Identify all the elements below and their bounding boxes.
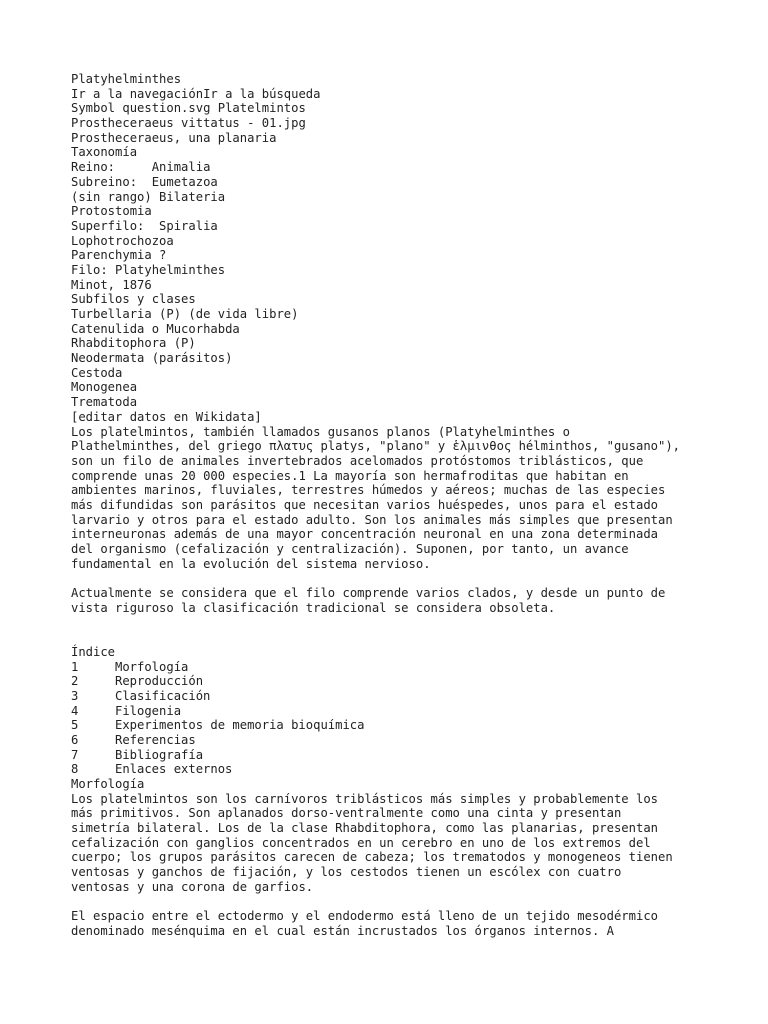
spacer xyxy=(71,615,751,644)
toc-item-number: 8 xyxy=(71,762,79,777)
paragraph-line: Plathelminthes, del griego πλατυς platys, "plano" y ἑλμινθος hélminthos, "gusano"), xyxy=(71,439,681,454)
paragraph-line: más difundidas son parásitos que necesitan varios huéspedes, unos para el estado xyxy=(71,497,658,512)
taxonomy-row: Parenchymia ? xyxy=(71,248,167,263)
subphyla-row: Catenulida o Mucorhabda xyxy=(71,321,240,336)
toc-item-number: 5 xyxy=(71,718,79,733)
header-line: Symbol question.svg Platelmintos xyxy=(71,101,306,116)
morfologia-paragraph xyxy=(71,909,751,938)
subphyla-row: Trematoda xyxy=(71,395,138,410)
paragraph-line: cuerpo; los grupos parásitos carecen de cabeza; los trematodos y monogeneos tienen xyxy=(71,850,673,865)
toc-item-label[interactable]: Enlaces externos xyxy=(115,762,233,777)
document-page xyxy=(71,72,751,939)
paragraph-line: El espacio entre el ectodermo y el endodermo está lleno de un tejido mesodérmico xyxy=(71,909,658,924)
skip-links[interactable]: Ir a la navegaciónIr a la búsqueda xyxy=(71,86,321,101)
taxonomy-row: Superfilo: Spiralia xyxy=(71,218,218,233)
taxonomy-row: Minot, 1876 xyxy=(71,277,152,292)
paragraph-line: Los platelmintos son los carnívoros triblásticos más simples y probablemente los xyxy=(71,791,658,806)
toc-item[interactable] xyxy=(71,762,751,777)
toc-item-label[interactable]: Referencias xyxy=(115,732,196,747)
toc-item-number: 4 xyxy=(71,703,79,718)
paragraph-line: del organismo (cefalización y centralización). Suponen, por tanto, un avance xyxy=(71,542,629,556)
paragraph-line: ambientes marinos, fluviales, terrestres húmedos y aéreos; muchas de las especies xyxy=(71,483,666,498)
taxonomy-row: Filo: Platyhelminthes xyxy=(71,262,226,277)
spacer xyxy=(71,571,751,586)
table-of-contents xyxy=(71,645,751,777)
subphyla-row: Rhabditophora (P) xyxy=(71,336,196,351)
paragraph-line: son un filo de animales invertebrados acelomados protóstomos triblásticos, que xyxy=(71,453,644,468)
subphyla-row: Turbellaria (P) (de vida libre) xyxy=(71,307,299,321)
toc-item-number: 2 xyxy=(71,674,79,689)
subphyla-row: Cestoda xyxy=(71,365,123,380)
section-heading: Morfología xyxy=(71,777,145,792)
paragraph-line: vista riguroso la clasificación tradicional se considera obsoleta. xyxy=(71,600,556,615)
paragraph-line: Actualmente se considera que el filo comprende varios clados, y desde un punto de xyxy=(71,586,666,601)
subphyla-row: Neodermata (parásitos) xyxy=(71,351,233,366)
paragraph-line: comprende unas 20 000 especies.1 La mayoría son hermafroditas que habitan en xyxy=(71,468,629,483)
subphyla-row: Monogenea xyxy=(71,380,138,395)
toc-item-number: 7 xyxy=(71,747,79,762)
paragraph-line: Los platelmintos, también llamados gusanos planos (Platyhelminthes o xyxy=(71,424,570,439)
toc-item[interactable] xyxy=(71,704,751,719)
toc-item[interactable] xyxy=(71,748,751,763)
taxonomy-row: Lophotrochozoa xyxy=(71,233,174,248)
toc-item[interactable] xyxy=(71,733,751,748)
morfologia-section xyxy=(71,777,751,939)
header-block xyxy=(71,72,751,425)
paragraph-line: cefalización con ganglios concentrados en un cerebro en uno de los extremos del xyxy=(71,835,651,850)
edit-wikidata-link[interactable]: [editar datos en Wikidata] xyxy=(71,409,262,424)
taxonomy-row: Protostomia xyxy=(71,204,152,219)
morfologia-paragraph xyxy=(71,792,751,895)
image-filename: Prostheceraeus vittatus - 01.jpg xyxy=(71,116,306,131)
toc-item[interactable] xyxy=(71,674,751,689)
article-title: Platyhelminthes xyxy=(71,72,182,86)
toc-item-label[interactable]: Clasificación xyxy=(115,688,211,703)
toc-item-number: 1 xyxy=(71,659,79,674)
paragraph-line: más primitivos. Son aplanados dorso-ventralmente como una cinta y presentan xyxy=(71,806,622,821)
paragraph-line: denominado mesénquima en el cual están incrustados los órganos internos. A xyxy=(71,923,614,938)
toc-item-label[interactable]: Morfología xyxy=(115,659,189,674)
toc-item-label[interactable]: Experimentos de memoria bioquímica xyxy=(115,718,365,733)
clados-paragraph xyxy=(71,586,751,615)
paragraph-line: interneuronas además de una mayor concentración neuronal en una zona determinada xyxy=(71,527,658,542)
spacer xyxy=(71,895,751,910)
toc-item-number: 3 xyxy=(71,688,79,703)
toc-item-label[interactable]: Reproducción xyxy=(115,674,204,689)
image-caption: Prostheceraeus, una planaria xyxy=(71,130,277,145)
subphyla-heading: Subfilos y clases xyxy=(71,292,196,307)
toc-item[interactable] xyxy=(71,718,751,733)
paragraph-line: fundamental en la evolución del sistema nervioso. xyxy=(71,556,431,571)
paragraph-line: larvario y otros para el estado adulto. Son los animales más simples que presentan xyxy=(71,512,673,527)
toc-title: Índice xyxy=(71,644,116,659)
toc-item-number: 6 xyxy=(71,732,79,747)
toc-item-label[interactable]: Filogenia xyxy=(115,703,182,718)
toc-item[interactable] xyxy=(71,689,751,704)
taxonomy-heading: Taxonomía xyxy=(71,145,138,160)
intro-paragraph xyxy=(71,425,751,572)
toc-item[interactable] xyxy=(71,660,751,675)
taxonomy-row: Subreino: Eumetazoa xyxy=(71,174,218,189)
paragraph-line: ventosas y una corona de garfios. xyxy=(71,879,314,894)
taxonomy-row: (sin rango) Bilateria xyxy=(71,189,226,204)
taxonomy-row: Reino: Animalia xyxy=(71,160,211,175)
paragraph-line: simetría bilateral. Los de la clase Rhabditophora, como las planarias, presentan xyxy=(71,821,658,836)
paragraph-line: ventosas y ganchos de fijación, y los cestodos tienen un escólex con cuatro xyxy=(71,865,622,880)
toc-item-label[interactable]: Bibliografía xyxy=(115,747,204,762)
